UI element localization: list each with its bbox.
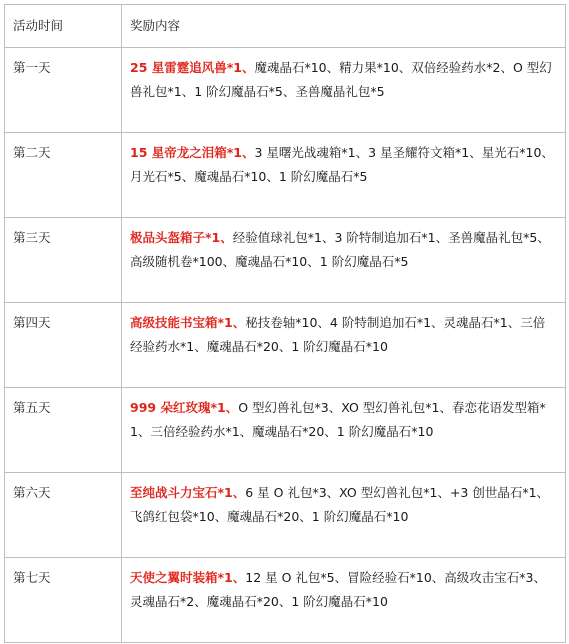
highlight-reward: 高级技能书宝箱*1、 xyxy=(130,315,246,330)
day-cell: 第二天 xyxy=(5,133,122,218)
day-cell: 第三天 xyxy=(5,218,122,303)
day-cell: 第四天 xyxy=(5,303,122,388)
reward-text: 魔魂晶石*10、精力果*10、双倍经验药水*2、O 型幻兽礼包*1、1 阶幻魔晶石*5、圣兽魔晶礼包*5 xyxy=(130,60,552,99)
reward-text: 经验值球礼包*1、3 阶特制追加石*1、圣兽魔晶礼包*5、高级随机卷*100、魔魂晶石*10、1 阶幻魔晶石*5 xyxy=(130,230,550,269)
reward-cell xyxy=(122,473,566,558)
table-row xyxy=(5,473,566,558)
table-row xyxy=(5,388,566,473)
reward-cell xyxy=(122,303,566,388)
highlight-reward: 25 星雷霆追风兽*1、 xyxy=(130,60,255,75)
highlight-reward: 至纯战斗力宝石*1、 xyxy=(130,485,246,500)
table-row xyxy=(5,218,566,303)
header-row xyxy=(5,5,566,48)
day-cell: 第一天 xyxy=(5,48,122,133)
reward-text: 6 星 O 礼包*3、XO 型幻兽礼包*1、+3 创世晶石*1、飞鸽红包袋*10、魔魂晶石*20、1 阶幻魔晶石*10 xyxy=(130,485,550,524)
reward-text: 秘技卷轴*10、4 阶特制追加石*1、灵魂晶石*1、三倍经验药水*1、魔魂晶石*20、1 阶幻魔晶石*10 xyxy=(130,315,546,354)
reward-text: O 型幻兽礼包*3、XO 型幻兽礼包*1、春恋花语发型箱*1、三倍经验药水*1、魔魂晶石*20、1 阶幻魔晶石*10 xyxy=(130,400,546,439)
reward-cell xyxy=(122,558,566,643)
header-time: 活动时间 xyxy=(5,5,122,48)
day-cell: 第六天 xyxy=(5,473,122,558)
reward-cell xyxy=(122,388,566,473)
reward-table xyxy=(4,4,566,643)
day-cell: 第五天 xyxy=(5,388,122,473)
highlight-reward: 15 星帝龙之泪箱*1、 xyxy=(130,145,255,160)
day-cell: 第七天 xyxy=(5,558,122,643)
reward-text: 3 星曙光战魂箱*1、3 星圣耀符文箱*1、星光石*10、月光石*5、魔魂晶石*10、1 阶幻魔晶石*5 xyxy=(130,145,554,184)
reward-cell xyxy=(122,218,566,303)
reward-cell xyxy=(122,133,566,218)
table-row xyxy=(5,48,566,133)
reward-cell xyxy=(122,48,566,133)
highlight-reward: 999 朵红玫瑰*1、 xyxy=(130,400,239,415)
reward-text: 12 星 O 礼包*5、冒险经验石*10、高级攻击宝石*3、灵魂晶石*2、魔魂晶石*20、1 阶幻魔晶石*10 xyxy=(130,570,546,609)
table-row xyxy=(5,558,566,643)
table-row xyxy=(5,303,566,388)
header-reward: 奖励内容 xyxy=(122,5,566,48)
highlight-reward: 天使之翼时装箱*1、 xyxy=(130,570,246,585)
table-row xyxy=(5,133,566,218)
highlight-reward: 极品头盔箱子*1、 xyxy=(130,230,233,245)
